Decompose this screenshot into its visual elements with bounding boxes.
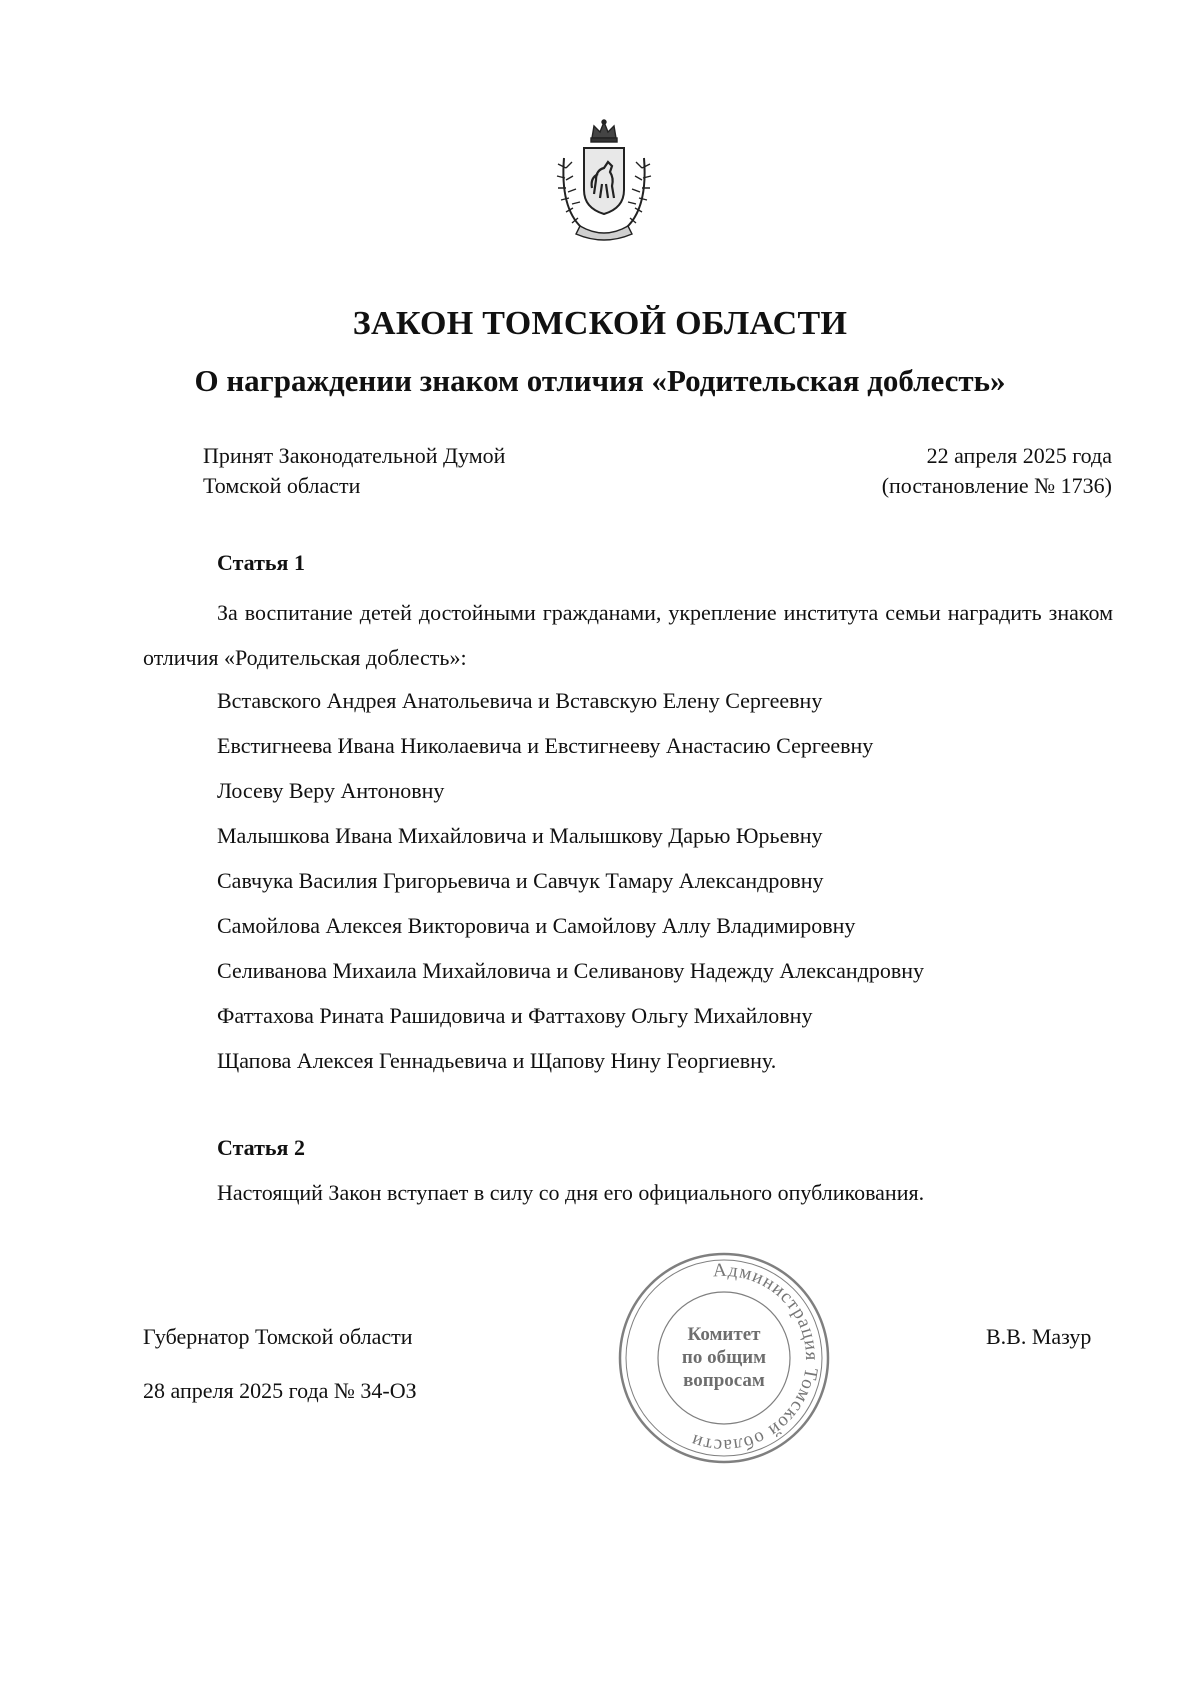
- list-item: Лосеву Веру Антоновну: [217, 778, 445, 803]
- document-title: ЗАКОН ТОМСКОЙ ОБЛАСТИ: [352, 305, 848, 342]
- adoption-body-line2: Томской области: [203, 473, 361, 498]
- list-item: Малышкова Ивана Михайловича и Малышкову Дарью Юрьевну: [217, 823, 823, 848]
- signature-date-number: 28 апреля 2025 года № 34-ОЗ: [143, 1378, 417, 1403]
- list-item: Савчука Василия Григорьевича и Савчук Тамару Александровну: [217, 868, 824, 893]
- document-subtitle: О награждении знаком отличия «Родительская доблесть»: [194, 363, 1006, 398]
- signature-block: [143, 1310, 417, 1418]
- list-item: Селиванова Михаила Михайловича и Селиванову Надежду Александровну: [217, 958, 925, 983]
- coat-of-arms-emblem: [554, 118, 654, 246]
- article-1-text: За воспитание детей достойными гражданами, укрепление института семьи наградить знаком отличия «Родительская доблесть»:: [143, 600, 1113, 670]
- list-item: Фаттахова Рината Рашидовича и Фаттахову Ольгу Михайловну: [217, 1003, 813, 1028]
- article-2-text: Настоящий Закон вступает в силу со дня его официального опубликования.: [217, 1180, 925, 1205]
- adoption-body-line1: Принят Законодательной Думой: [203, 443, 506, 468]
- adoption-resolution: (постановление № 1736): [881, 473, 1112, 498]
- signature-position: Губернатор Томской области: [143, 1324, 413, 1349]
- adoption-body: [203, 441, 505, 501]
- stamp-center-line3: вопросам: [683, 1370, 765, 1391]
- awardee-list: [217, 678, 924, 1083]
- list-item: Евстигнеева Ивана Николаевича и Евстигнееву Анастасию Сергеевну: [217, 733, 874, 758]
- signatory-name: В.В. Мазур: [986, 1324, 1092, 1349]
- article-1-title: Статья 1: [217, 550, 305, 575]
- stamp-center-line2: по общим: [681, 1347, 767, 1368]
- list-item: Щапова Алексея Геннадьевича и Щапову Нину Георгиевну.: [217, 1048, 777, 1073]
- stamp-ring-text: Администрация Томской области: [688, 1259, 823, 1457]
- official-stamp: [614, 1248, 834, 1468]
- list-item: Самойлова Алексея Викторовича и Самойлову Аллу Владимировну: [217, 913, 856, 938]
- adoption-details: [790, 441, 1112, 501]
- article-2-title: Статья 2: [217, 1135, 305, 1160]
- stamp-center-line1: Комитет: [687, 1324, 761, 1345]
- adoption-date: 22 апреля 2025 года: [926, 443, 1112, 468]
- list-item: Вставского Андрея Анатольевича и Вставскую Елену Сергеевну: [217, 688, 823, 713]
